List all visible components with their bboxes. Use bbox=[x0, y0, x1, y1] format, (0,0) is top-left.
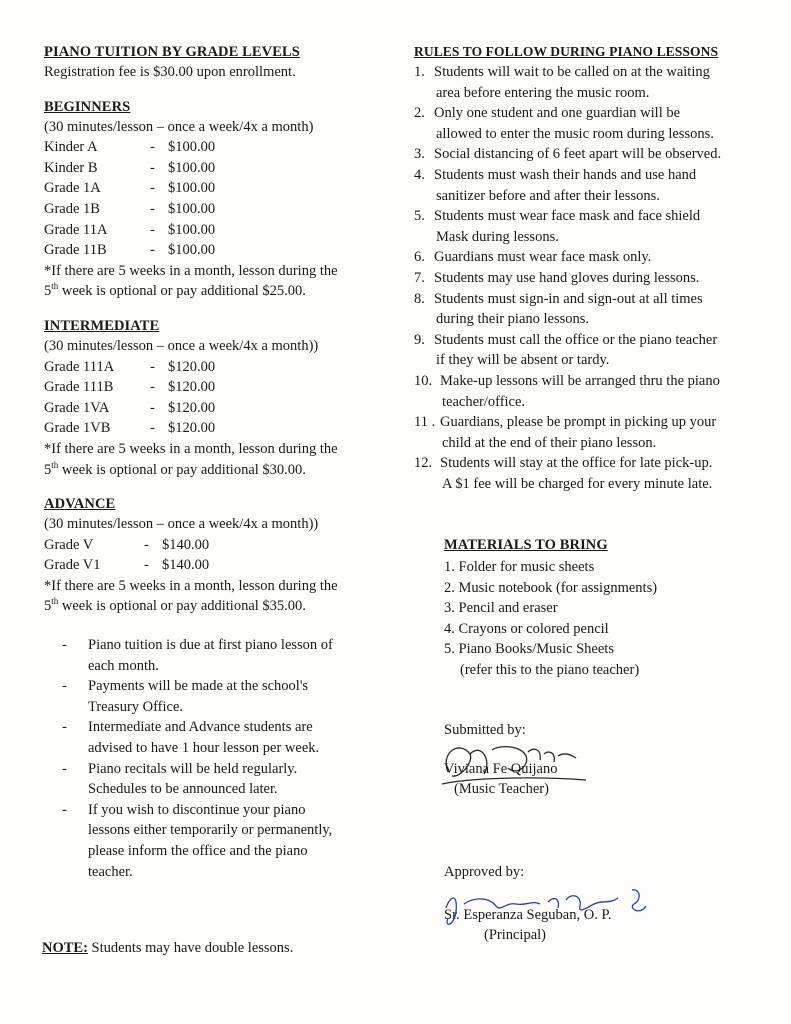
fee-amount: $120.00 bbox=[168, 420, 216, 437]
rule-number: 3. bbox=[414, 146, 425, 163]
grade-name: Grade 111B bbox=[44, 379, 114, 396]
fee-row: Grade 11B - $100.00 bbox=[44, 240, 374, 261]
rule-text: Students must sign-in and sign-out at all times bbox=[434, 290, 703, 307]
fee-amount: $100.00 bbox=[168, 242, 216, 259]
rule-text: child at the end of their piano lesson. bbox=[442, 434, 657, 451]
intermediate-note-line1: *If there are 5 weeks in a month, lesson during the bbox=[44, 440, 338, 457]
rule-text: during their piano lessons. bbox=[436, 311, 590, 328]
rule-number: 8. bbox=[414, 290, 425, 307]
rule-item bbox=[414, 371, 764, 412]
advance-note-line1: *If there are 5 weeks in a month, lesson during the bbox=[44, 577, 338, 594]
fee-amount: $100.00 bbox=[168, 139, 216, 156]
rule-text: Students will stay at the office for late pick-up. bbox=[440, 455, 713, 472]
rule-item bbox=[414, 289, 764, 330]
beginners-fee-list bbox=[44, 137, 374, 261]
footer-note bbox=[42, 940, 293, 957]
grade-name: Grade 11A bbox=[44, 221, 108, 238]
intermediate-fee-list bbox=[44, 357, 374, 439]
rule-item bbox=[414, 206, 764, 247]
rule-text: allowed to enter the music room during lessons. bbox=[436, 125, 714, 142]
grade-name: Grade V bbox=[44, 536, 94, 553]
grade-name: Grade 1A bbox=[44, 180, 101, 197]
list-item: - If you wish to discontinue your piano lessons either temporarily or permanently, please inform the office and the piano teacher. bbox=[62, 801, 333, 880]
rule-item bbox=[414, 247, 764, 268]
grade-name: Grade 1VB bbox=[44, 420, 111, 437]
list-item: 4. Crayons or colored pencil bbox=[444, 620, 609, 637]
rule-number: 2. bbox=[414, 105, 425, 122]
fee-amount: $100.00 bbox=[168, 159, 216, 176]
rules-list bbox=[414, 62, 764, 494]
rules-column bbox=[414, 42, 764, 494]
fee-row: Grade 111A - $120.00 bbox=[44, 357, 374, 378]
beginners-note-line1: *If there are 5 weeks in a month, lesson during the bbox=[44, 262, 338, 279]
rule-text: Students must wear face mask and face shield bbox=[434, 208, 701, 225]
rule-number: 11 . bbox=[414, 414, 436, 431]
fee-row: Grade 1A - $100.00 bbox=[44, 178, 374, 199]
rule-text: teacher/office. bbox=[442, 393, 526, 410]
fee-amount: $100.00 bbox=[168, 221, 216, 238]
materials-note: (refer this to the piano teacher) bbox=[460, 661, 640, 678]
note-text: Students may have double lessons. bbox=[87, 940, 294, 956]
fee-row: Grade 1VB - $120.00 bbox=[44, 418, 374, 439]
rule-number: 4. bbox=[414, 166, 425, 183]
rule-item bbox=[414, 453, 764, 494]
fee-amount: $120.00 bbox=[168, 379, 216, 396]
note-label: NOTE: bbox=[42, 940, 88, 956]
fee-row: Grade 111B - $120.00 bbox=[44, 377, 374, 398]
grade-name: Kinder B bbox=[44, 159, 98, 176]
rule-number: 1. bbox=[414, 64, 425, 80]
materials-heading: MATERIALS TO BRING bbox=[444, 537, 608, 553]
rule-number: 6. bbox=[414, 249, 425, 266]
teacher-role: (Music Teacher) bbox=[454, 781, 549, 798]
rule-item bbox=[414, 62, 764, 103]
rule-text: Students may use hand gloves during lessons. bbox=[434, 269, 700, 286]
rule-text: Make-up lessons will be arranged thru the piano bbox=[440, 372, 720, 389]
tuition-column bbox=[44, 42, 374, 882]
rule-text: Students must call the office or the piano teacher bbox=[434, 331, 718, 348]
beginners-heading: BEGINNERS bbox=[44, 98, 131, 115]
grade-name: Grade 1VA bbox=[44, 399, 110, 416]
rule-item bbox=[414, 165, 764, 206]
principal-role: (Principal) bbox=[484, 927, 547, 944]
policy-bullets bbox=[62, 635, 374, 882]
fee-amount: $100.00 bbox=[168, 200, 216, 217]
advance-heading: ADVANCE bbox=[44, 496, 116, 513]
rule-text: Guardians must wear face mask only. bbox=[434, 249, 652, 266]
grade-name: Kinder A bbox=[44, 139, 98, 156]
rule-text: A $1 fee will be charged for every minute late. bbox=[442, 475, 713, 492]
grade-name: Grade 11B bbox=[44, 242, 107, 259]
beginners-note-line2: 5th week is optional or pay additional $25.00. bbox=[44, 281, 306, 300]
rule-number: 10. bbox=[414, 372, 433, 389]
teacher-name: Viviana Fe Quijano bbox=[444, 760, 558, 777]
list-item: 2. Music notebook (for assignments) bbox=[444, 579, 658, 596]
rule-item bbox=[414, 144, 764, 165]
fee-amount: $140.00 bbox=[162, 557, 210, 574]
rule-text: area before entering the music room. bbox=[436, 84, 650, 101]
materials-section bbox=[444, 535, 744, 681]
advance-note-line2: 5th week is optional or pay additional $35.00. bbox=[44, 596, 306, 615]
rule-item bbox=[414, 330, 764, 371]
intermediate-schedule: (30 minutes/lesson – once a week/4x a month)) bbox=[44, 337, 319, 354]
tuition-title: PIANO TUITION BY GRADE LEVELS bbox=[44, 44, 300, 60]
submitted-by-block bbox=[444, 720, 694, 800]
list-item: - Intermediate and Advance students are advised to have 1 hour lesson per week. bbox=[62, 719, 320, 757]
fee-row: Kinder B - $100.00 bbox=[44, 158, 374, 179]
rule-number: 7. bbox=[414, 269, 425, 286]
list-item: 3. Pencil and eraser bbox=[444, 600, 558, 617]
rule-number: 9. bbox=[414, 331, 425, 348]
submitted-label: Submitted by: bbox=[444, 722, 526, 738]
rule-text: sanitizer before and after their lessons. bbox=[436, 187, 660, 204]
list-item: 1. Folder for music sheets bbox=[444, 559, 595, 575]
fee-row: Kinder A - $100.00 bbox=[44, 137, 374, 158]
fee-row: Grade V1 - $140.00 bbox=[44, 555, 374, 576]
rule-item bbox=[414, 103, 764, 144]
rule-number: 5. bbox=[414, 208, 425, 225]
rules-heading: RULES TO FOLLOW DURING PIANO LESSONS bbox=[414, 44, 719, 59]
grade-name: Grade 111A bbox=[44, 358, 115, 375]
rule-number: 12. bbox=[414, 455, 433, 472]
rule-item bbox=[414, 268, 764, 289]
fee-row: Grade 11A - $100.00 bbox=[44, 220, 374, 241]
rule-text: Guardians, please be prompt in picking up your bbox=[440, 414, 717, 431]
beginners-schedule: (30 minutes/lesson – once a week/4x a month) bbox=[44, 118, 314, 135]
approved-label: Approved by: bbox=[444, 864, 525, 880]
rule-text: if they will be absent or tardy. bbox=[436, 352, 610, 369]
fee-row: Grade V - $140.00 bbox=[44, 535, 374, 556]
intermediate-heading: INTERMEDIATE bbox=[44, 317, 160, 334]
fee-amount: $140.00 bbox=[162, 536, 210, 553]
fee-amount: $100.00 bbox=[168, 180, 216, 197]
advance-schedule: (30 minutes/lesson – once a week/4x a month)) bbox=[44, 516, 319, 533]
rule-item bbox=[414, 412, 764, 453]
list-item: 5. Piano Books/Music Sheets bbox=[444, 641, 614, 658]
grade-name: Grade V1 bbox=[44, 557, 101, 574]
fee-amount: $120.00 bbox=[168, 399, 216, 416]
fee-row: Grade 1B - $100.00 bbox=[44, 199, 374, 220]
fee-row: Grade 1VA - $120.00 bbox=[44, 398, 374, 419]
principal-name: Sr. Esperanza Seguban, O. P. bbox=[444, 906, 612, 923]
rule-text: Social distancing of 6 feet apart will be observed. bbox=[434, 146, 722, 163]
grade-name: Grade 1B bbox=[44, 200, 100, 217]
rule-text: Students must wash their hands and use hand bbox=[434, 166, 697, 183]
intermediate-note-line2: 5th week is optional or pay additional $30.00. bbox=[44, 459, 306, 478]
list-item: - Piano tuition is due at first piano lesson of each month. bbox=[62, 637, 333, 674]
list-item: - Piano recitals will be held regularly. Schedules to be announced later. bbox=[62, 760, 298, 798]
advance-fee-list bbox=[44, 535, 374, 576]
approved-by-block bbox=[444, 862, 724, 946]
fee-amount: $120.00 bbox=[168, 358, 216, 375]
rule-text: Only one student and one guardian will be bbox=[434, 105, 681, 122]
rule-text: Mask during lessons. bbox=[436, 228, 559, 245]
registration-fee: Registration fee is $30.00 upon enrollment. bbox=[44, 64, 296, 80]
list-item: - Payments will be made at the school's Treasury Office. bbox=[62, 678, 309, 715]
rule-text: Students will wait to be called on at the waiting bbox=[434, 64, 710, 80]
